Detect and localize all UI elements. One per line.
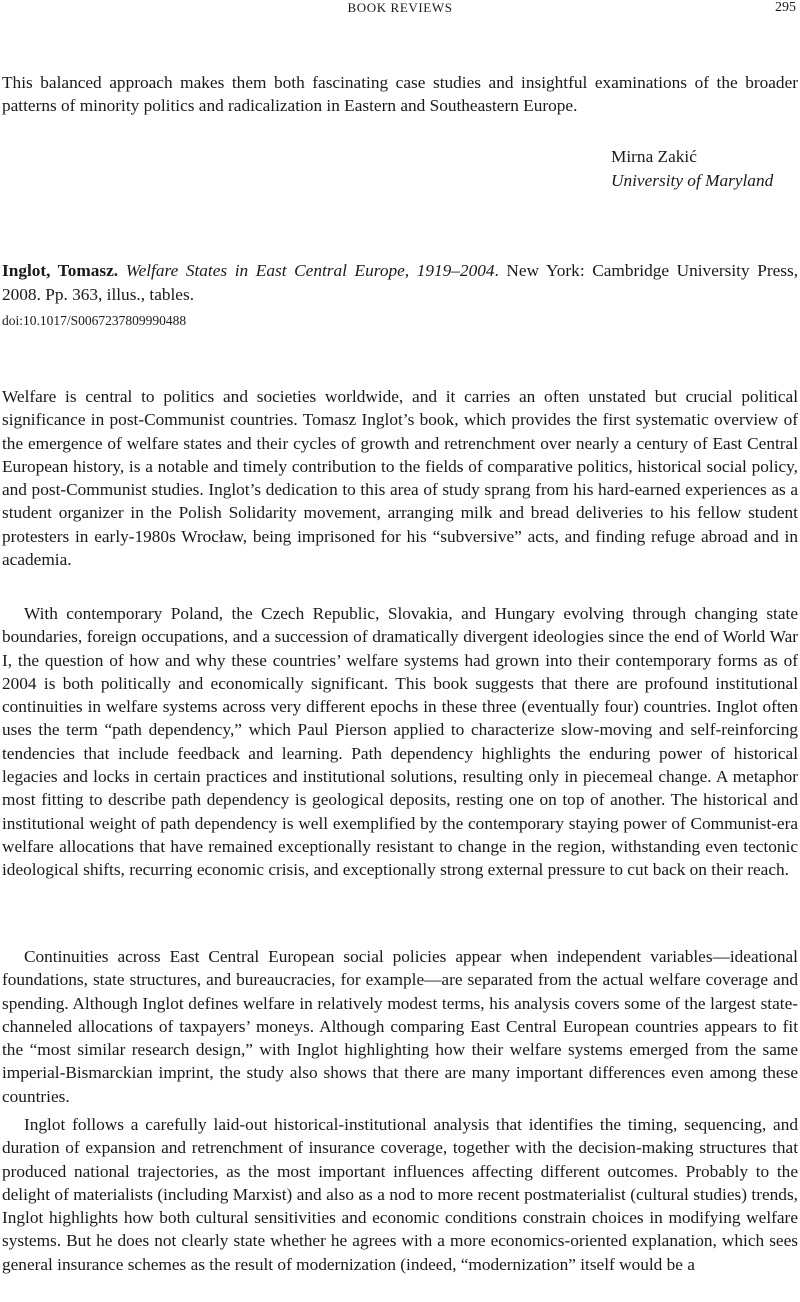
body-paragraph: With contemporary Poland, the Czech Republic, Slovakia, and Hungary evolving through changing state boundaries, foreign occupations, and a succession of dramatically divergent ideologies since the end of World War I, the question of how and why these countries’ welfare systems had grown into their contemporary forms as of 2004 is both politically and economically significant. This book suggests that there are profound institutional continuities in welfare systems across very different epochs in these three (eventually four) countries. Inglot often uses the term “path dependency,” which Paul Pierson applied to characterize slow-moving and self-reinforcing tendencies that include feedback and learning. Path dependency highlights the enduring power of historical legacies and locks in certain practices and institutional solutions, resulting only in piecemeal change. A metaphor most fitting to describe path dependency is geological deposits, resting one on top of another. The historical and institutional weight of path dependency is well exemplified by the contemporary staying power of Communist-era welfare allocations that have remained exceptionally resistant to change in the region, withstanding even tectonic ideological shifts, recurring economic crisis, and exceptionally strong external pressure to cut back on their reach. [2,604,798,880]
book-citation [2,259,798,306]
citation-doi: doi:10.1017/S0067237809990488 [2,313,187,328]
page-header [0,0,800,20]
body-paragraph: Continuities across East Central European social policies appear when independent variables—ideational foundations, state structures, and bureaucracies, for example—are separated from the actual welfare coverage and spending. Although Inglot defines welfare in relatively modest terms, his analysis covers some of the largest state-channeled allocations of taxpayers’ moneys. Although comparing East Central European countries appears to fit the “most similar research design,” with Inglot highlighting how their welfare systems emerged from the same imperial-Bismarckian imprint, the study also shows that there are many important differences even among these countries. [2,947,798,1106]
body-paragraph: Welfare is central to politics and societies worldwide, and it carries an often unstated but crucial political significance in post-Communist countries. Tomasz Inglot’s book, which provides the first systematic overview of the emergence of welfare states and their cycles of growth and retrenchment over nearly a century of East Central European history, is a notable and timely contribution to the fields of comparative politics, historical social policy, and post-Communist studies. Inglot’s dedication to this area of study sprang from his hard-earned experiences as a student organizer in the Polish Solidarity movement, arranging milk and bread deliveries to his fellow student protesters in early-1980s Wrocław, being imprisoned for his “subversive” acts, and finding refuge abroad and in academia. [2,387,798,570]
citation-title: Welfare States in East Central Europe, 1919–2004 [125,261,495,280]
reviewer-name: Mirna Zakić [611,147,697,166]
citation-publication: . New York: Cambridge University Press, 2008. Pp. 363, illus., tables. [2,261,799,304]
citation-author: Inglot, Tomasz. [2,261,119,280]
previous-review-closing-paragraph: This balanced approach makes them both fascinating case studies and insightful examinations of the broader patterns of minority politics and radicalization in Eastern and Southeastern Europe. [2,73,798,116]
reviewer-affiliation: University of Maryland [611,170,774,190]
body-paragraph: Inglot follows a carefully laid-out historical-institutional analysis that identifies the timing, sequencing, and duration of expansion and retrenchment of insurance coverage, together with the decision-making structures that produced national trajectories, as the most important influences affecting different outcomes. Probably to the delight of materialists (including Marxist) and also as a nod to more recent postmaterialist (cultural studies) trends, Inglot highlights how both cultural sensitivities and economic conditions constrain choices in modifying welfare systems. But he does not clearly state whether he agrees with a more economics-oriented explanation, which sees general insurance schemes as the result of modernization (indeed, “modernization” itself would be a [2,1115,798,1274]
reviewer-signature [611,145,773,192]
running-head: BOOK REVIEWS [347,0,453,15]
page-number: 295 [775,0,796,15]
